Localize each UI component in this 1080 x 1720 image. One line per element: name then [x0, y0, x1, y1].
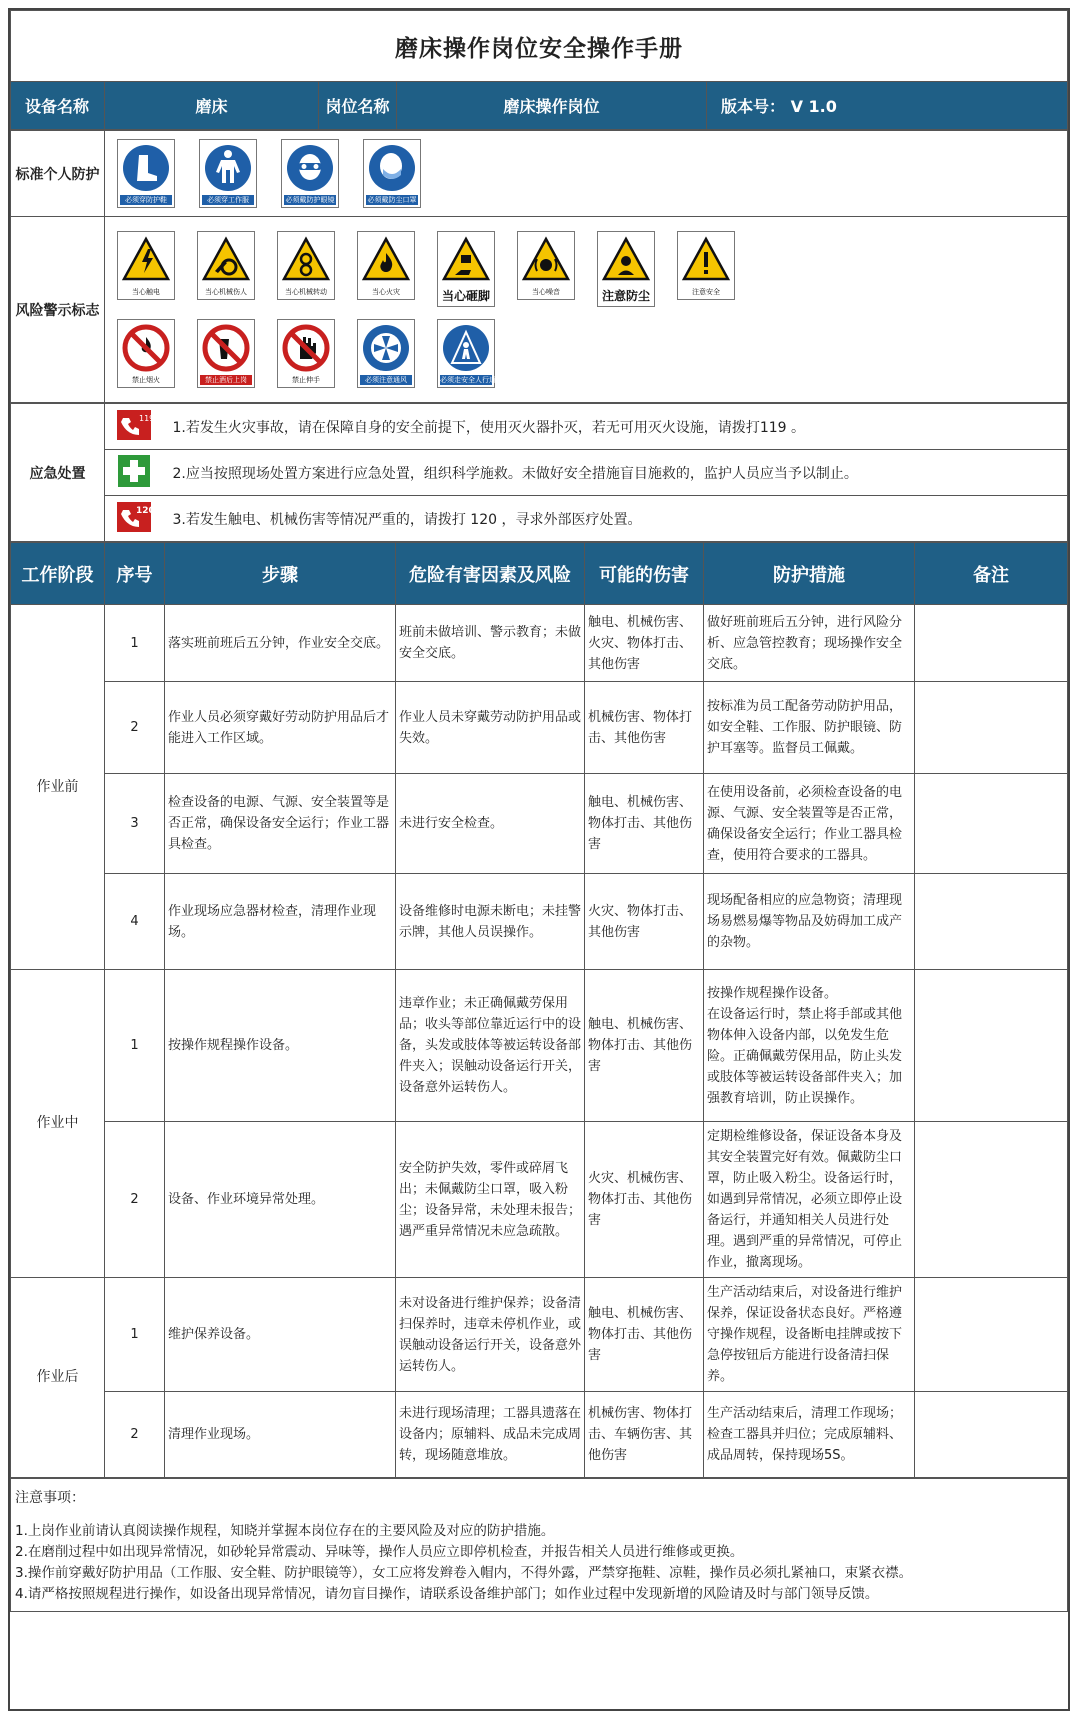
dust-warning-icon: 注意防尘: [597, 231, 655, 307]
step-cell: 作业现场应急器材检查，清理作业现场。: [165, 874, 396, 970]
svg-text:119: 119: [138, 413, 155, 423]
header-stage: 工作阶段: [11, 543, 105, 605]
notes-table: [10, 1478, 1068, 1612]
row-number: 1: [105, 970, 165, 1122]
remark-cell: [915, 970, 1068, 1122]
table-row: [11, 774, 1068, 874]
ppe-label: 标准个人防护: [11, 131, 105, 217]
hazard-cell: 班前未做培训、警示教育；未做安全交底。: [396, 605, 585, 682]
emergency-item-1: 1.若发生火灾事故，请在保障自身的安全前提下，使用灭火器扑灭，若无可用灭火设施，请拨打119 。: [163, 404, 1068, 450]
emergency-item-3: 3.若发生触电、机械伤害等情况严重的，请拨打 120 ，寻求外部医疗处置。: [163, 496, 1068, 542]
injury-cell: 触电、机械伤害、物体打击、其他伤害: [585, 1278, 704, 1392]
emergency-item-2: 2.应当按照现场处置方案进行应急处置，组织科学施救。未做好安全措施盲目施救的，监护人员应当予以制止。: [163, 450, 1068, 496]
step-cell: 作业人员必须穿戴好劳动防护用品后才能进入工作区域。: [165, 682, 396, 774]
table-row: [11, 605, 1068, 682]
operation-table: [10, 542, 1068, 1478]
measure-cell: 在使用设备前，必须检查设备的电源、气源、安全装置等是否正常，确保设备安全运行；作业工器具检查，使用符合要求的工器具。: [704, 774, 915, 874]
remark-cell: [915, 605, 1068, 682]
row-number: 2: [105, 1392, 165, 1478]
row-number: 1: [105, 605, 165, 682]
goggles-icon: 必须戴防护眼镜: [281, 139, 339, 208]
injury-cell: 触电、机械伤害、物体打击、其他伤害: [585, 970, 704, 1122]
hazard-cell: 未进行安全检查。: [396, 774, 585, 874]
step-cell: 维护保养设备。: [165, 1278, 396, 1392]
device-value: 磨床: [105, 82, 319, 130]
mechanical-injury-warning-icon: 当心机械伤人: [197, 231, 255, 300]
step-cell: 清理作业现场。: [165, 1392, 396, 1478]
note-item: 1.上岗作业前请认真阅读操作规程，知晓并掌握本岗位存在的主要风险及对应的防护措施。: [15, 1522, 555, 1539]
table-row: [11, 1392, 1068, 1478]
no-touching-icon: 禁止伸手: [277, 319, 335, 388]
remark-cell: [915, 1122, 1068, 1278]
fire-warning-icon: 当心火灾: [357, 231, 415, 300]
row-number: 4: [105, 874, 165, 970]
step-cell: 设备、作业环境异常处理。: [165, 1122, 396, 1278]
ventilation-icon: 必须注意通风: [357, 319, 415, 388]
header-measure: 防护措施: [704, 543, 915, 605]
hazard-cell: 设备维修时电源未断电；未挂警示牌，其他人员误操作。: [396, 874, 585, 970]
row-number: 2: [105, 682, 165, 774]
ambulance-120-icon: [105, 496, 163, 542]
prohibition-signs: [117, 319, 1055, 388]
table-row: [11, 1278, 1068, 1392]
injury-cell: 机械伤害、物体打击、其他伤害: [585, 682, 704, 774]
safe-entry-icon: 必须走安全人行道: [437, 319, 495, 388]
general-caution-icon: 注意安全: [677, 231, 735, 300]
ppe-icons: [117, 139, 1055, 208]
electric-shock-warning-icon: 当心触电: [117, 231, 175, 300]
post-value: 磨床操作岗位: [397, 82, 707, 130]
step-cell: 落实班前班后五分钟，作业安全交底。: [165, 605, 396, 682]
signs-table: [10, 130, 1068, 403]
no-drinking-on-duty-icon: 禁止酒后上岗: [197, 319, 255, 388]
header-injury: 可能的伤害: [585, 543, 704, 605]
injury-cell: 火灾、物体打击、其他伤害: [585, 874, 704, 970]
svg-text:120: 120: [135, 505, 155, 516]
note-item: 3.操作前穿戴好防护用品（工作服、安全鞋、防护眼镜等），女工应将发辫卷入帽内，不得外露，严禁穿拖鞋、凉鞋，操作员必须扎紧袖口，束紧衣襟。: [15, 1564, 913, 1581]
table-row: [11, 970, 1068, 1122]
row-number: 3: [105, 774, 165, 874]
emergency-table: [10, 403, 1068, 542]
header-remark: 备注: [915, 543, 1068, 605]
measure-cell: 定期检维修设备，保证设备本身及其安全装置完好有效。佩戴防尘口罩，防止吸入粉尘。设备运行时，如遇到异常情况，必须立即停止设备运行，并通知相关人员进行处理。遇到严重的异常情况，可停止作业，撤离现场。: [704, 1122, 915, 1278]
note-item: 2.在磨削过程中如出现异常情况，如砂轮异常震动、异味等，操作人员应立即停机检查，并报告相关人员进行维修或更换。: [15, 1543, 744, 1560]
measure-cell: 按标准为员工配备劳动防护用品，如安全鞋、工作服、防护眼镜、防护耳塞等。监督员工佩戴。: [704, 682, 915, 774]
table-row: [11, 682, 1068, 774]
dust-mask-icon: 必须戴防尘口罩: [363, 139, 421, 208]
step-cell: 按操作规程操作设备。: [165, 970, 396, 1122]
remark-cell: [915, 682, 1068, 774]
warning-signs: [117, 231, 1055, 307]
risk-label: 风险警示标志: [11, 217, 105, 403]
page-title: 磨床操作岗位安全操作手册: [11, 11, 1068, 82]
hazard-cell: 违章作业；未正确佩戴劳保用品；收头等部位靠近运行中的设备，头发或肢体等被运转设备部件夹入；误触动设备运行开关，设备意外运转伤人。: [396, 970, 585, 1122]
table-header: [11, 543, 1068, 605]
version-label: 版本号： V 1.0: [707, 82, 1068, 130]
hazard-cell: 作业人员未穿戴劳动防护用品或失效。: [396, 682, 585, 774]
rotating-machine-warning-icon: 当心机械转动: [277, 231, 335, 300]
remark-cell: [915, 1278, 1068, 1392]
safety-boots-icon: 必须穿防护鞋: [117, 139, 175, 208]
first-aid-cross-icon: [105, 450, 163, 496]
row-number: 1: [105, 1278, 165, 1392]
info-bar: [11, 82, 1068, 130]
measure-cell: 按操作规程操作设备。 在设备运行时，禁止将手部或其他物体伸入设备内部，以免发生危险。正确佩戴劳保用品，防止头发或肢体等被运转设备部件夹入；加强教育培训，防止误操作。: [704, 970, 915, 1122]
hazard-cell: 安全防护失效，零件或碎屑飞出；未佩戴防尘口罩，吸入粉尘；设备异常，未处理未报告；遇严重异常情况未应急疏散。: [396, 1122, 585, 1278]
remark-cell: [915, 774, 1068, 874]
injury-cell: 触电、机械伤害、物体打击、其他伤害: [585, 774, 704, 874]
injury-cell: 触电、机械伤害、火灾、物体打击、其他伤害: [585, 605, 704, 682]
row-number: 2: [105, 1122, 165, 1278]
work-clothes-icon: 必须穿工作服: [199, 139, 257, 208]
stage-cell: 作业后: [11, 1278, 105, 1478]
header-no: 序号: [105, 543, 165, 605]
injury-cell: 机械伤害、物体打击、车辆伤害、其他伤害: [585, 1392, 704, 1478]
safety-manual-sheet: [8, 8, 1070, 1711]
measure-cell: 现场配备相应的应急物资；清理现场易燃易爆等物品及妨碍加工成产的杂物。: [704, 874, 915, 970]
notes-title: 注意事项：: [11, 1479, 1068, 1515]
injury-cell: 火灾、机械伤害、物体打击、其他伤害: [585, 1122, 704, 1278]
no-open-flame-icon: 禁止烟火: [117, 319, 175, 388]
step-cell: 检查设备的电源、气源、安全装置等是否正常，确保设备安全运行；作业工器具检查。: [165, 774, 396, 874]
hazard-cell: 未进行现场清理；工器具遗落在设备内；原辅料、成品未完成周转，现场随意堆放。: [396, 1392, 585, 1478]
measure-cell: 生产活动结束后，清理工作现场；检查工器具并归位；完成原辅料、成品周转，保持现场5S。: [704, 1392, 915, 1478]
hazard-cell: 未对设备进行维护保养；设备清扫保养时，违章未停机作业，或误触动设备运行开关，设备意外运转伤人。: [396, 1278, 585, 1392]
emergency-label: 应急处置: [11, 404, 105, 542]
header-hazard: 危险有害因素及风险: [396, 543, 585, 605]
table-row: [11, 1122, 1068, 1278]
remark-cell: [915, 1392, 1068, 1478]
stage-cell: 作业中: [11, 970, 105, 1278]
fire-119-icon: [105, 404, 163, 450]
measure-cell: 做好班前班后五分钟，进行风险分析、应急管控教育；现场操作安全交底。: [704, 605, 915, 682]
remark-cell: [915, 874, 1068, 970]
table-row: [11, 874, 1068, 970]
noise-warning-icon: 当心噪音: [517, 231, 575, 300]
stage-cell: 作业前: [11, 605, 105, 970]
notes-list: [11, 1515, 1068, 1612]
header-table: [10, 10, 1068, 130]
note-item: 4.请严格按照规程进行操作，如设备出现异常情况，请勿盲目操作，请联系设备维护部门；如作业过程中发现新增的风险请及时与部门领导反馈。: [15, 1585, 879, 1602]
device-label: 设备名称: [11, 82, 105, 130]
header-step: 步骤: [165, 543, 396, 605]
falling-object-warning-icon: 当心砸脚: [437, 231, 495, 307]
post-label: 岗位名称: [319, 82, 397, 130]
measure-cell: 生产活动结束后，对设备进行维护保养，保证设备状态良好。严格遵守操作规程，设备断电挂牌或按下急停按钮后方能进行设备清扫保养。: [704, 1278, 915, 1392]
